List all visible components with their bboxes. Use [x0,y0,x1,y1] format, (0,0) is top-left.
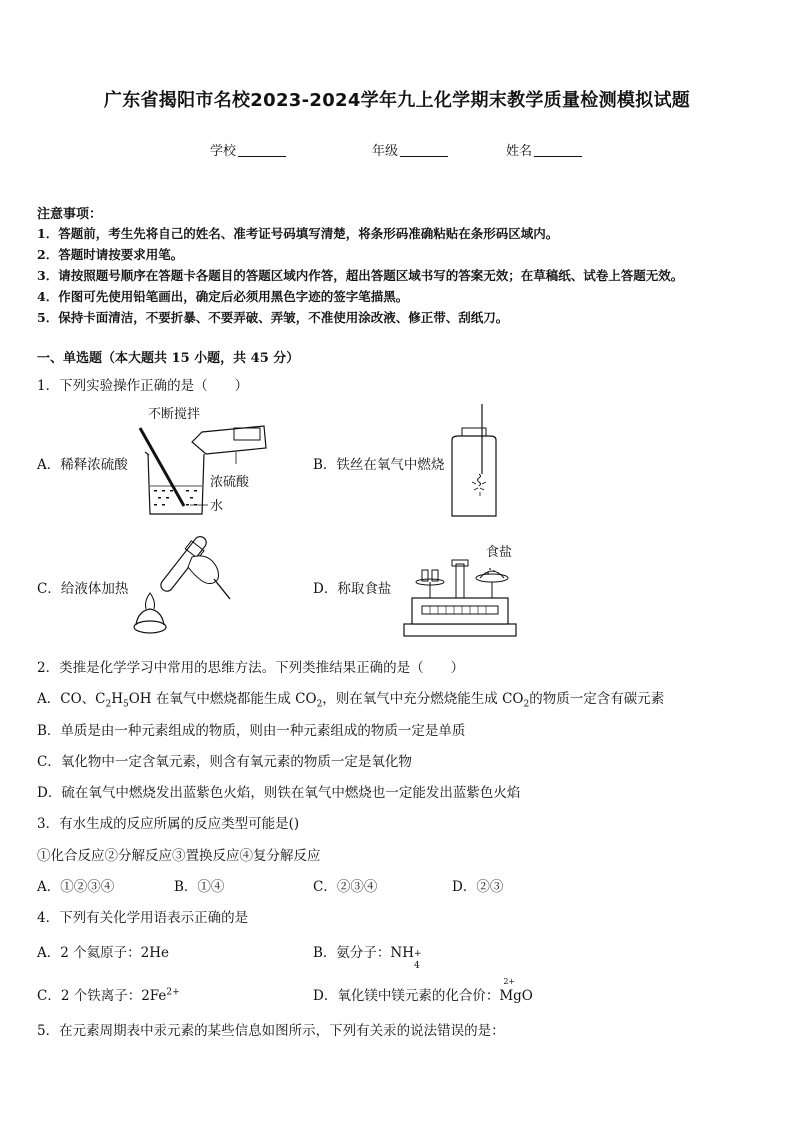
school-field[interactable] [210,140,286,159]
q4-option-b[interactable] [313,941,422,971]
q3-option-a[interactable]: A．①②③④ [37,879,115,895]
acid-label: 浓硫酸 [210,475,250,490]
q4-b-sup: + [414,949,422,959]
page-title: 广东省揭阳市名校2023-2024学年九上化学期末教学质量检测模拟试题 [103,90,691,111]
q4-b-text: B．氨分子：NH [313,945,415,961]
q1-option-b[interactable]: B．铁丝在氧气中燃烧 [313,457,445,473]
q4-d-text: D．氧化镁中镁元素的化合价： [313,988,500,1004]
school-label: 学校 [210,144,237,159]
dilution-figure [140,402,280,520]
notice-heading: 注意事项： [37,207,103,222]
q2-a-sub: 2 [105,699,112,710]
notice-item: 5．保持卡面清洁，不要折暴、不要弄破、弄皱，不准使用涂改液、修正带、刮纸刀。 [37,310,509,325]
q1-stem: 1．下列实验操作正确的是（ ） [37,378,249,394]
salt-label: 食盐 [486,545,513,560]
q2-a-sub: 2 [523,699,530,710]
q3-types: ①化合反应②分解反应③置换反应④复分解反应 [37,848,321,864]
notice-item: 1．答题前，考生先将自己的姓名、准考证号码填写清楚，将条形码准确粘贴在条形码区域内。 [37,226,559,241]
q2-option-b[interactable]: B．单质是由一种元素组成的物质，则由一种元素组成的物质一定是单质 [37,723,466,739]
water-label: 水 [210,499,224,514]
grade-label: 年级 [372,144,399,159]
q2-a-text: A．CO、C [37,691,106,707]
q5-stem: 5．在元素周期表中汞元素的某些信息如图所示，下列有关汞的说法错误的是： [37,1023,505,1039]
q3-option-d[interactable]: D．②③ [452,879,504,895]
section-heading: 一、单选题（本大题共 15 小题，共 45 分） [37,351,300,366]
name-field[interactable] [506,140,582,159]
q4-c-sup: 2+ [166,987,180,998]
q4-option-a[interactable]: A．2 个氦原子：2He [37,945,169,961]
q2-a-text: 的物质一定含有碳元素 [529,691,665,707]
q1-option-d[interactable]: D．称取食盐 [313,581,392,597]
q4-option-d[interactable] [313,977,533,1004]
q2-option-d[interactable]: D．硫在氧气中燃烧发出蓝紫色火焰，则铁在氧气中燃烧也一定能发出蓝紫色火焰 [37,785,521,801]
heating-figure [128,535,238,637]
q4-stem: 4．下列有关化学用语表示正确的是 [37,910,249,926]
name-blank[interactable] [534,144,582,157]
q2-a-text: H [111,691,123,707]
q2-option-a[interactable] [37,687,664,710]
iron-wire-figure [450,404,500,522]
q4-option-c[interactable] [37,984,180,1004]
notice-item: 3．请按照题号顺序在答题卡各题目的答题区域内作答，超出答题区域书写的答案无效；在草稿纸、试卷上答题无效。 [37,268,684,283]
stir-label: 不断搅拌 [148,407,201,422]
q4-c-text: C．2 个铁离子：2Fe [37,988,167,1004]
q4-d-valence: 2+ [503,977,516,986]
notice-item: 2．答题时请按要求用笔。 [37,247,184,262]
grade-blank[interactable] [400,144,448,157]
q3-option-b[interactable]: B．①④ [174,879,225,895]
q3-stem: 3．有水生成的反应所属的反应类型可能是() [37,816,300,832]
name-label: 姓名 [506,144,533,159]
q1-option-a[interactable]: A．稀释浓硫酸 [37,457,128,473]
school-blank[interactable] [238,144,286,157]
q4-b-sub: 4 [414,961,420,971]
q2-stem: 2．类推是化学学习中常用的思维方法。下列类推结果正确的是（ ） [37,660,465,676]
q2-option-c[interactable]: C．氧化物中一定含氧元素，则含有氧元素的物质一定是氧化物 [37,754,412,770]
q2-a-text: OH 在氧气中燃烧都能生成 CO [128,691,317,707]
q2-a-sub: 5 [123,699,129,710]
q2-a-sub: 2 [316,699,323,710]
q3-option-c[interactable]: C．②③④ [313,879,378,895]
q1-option-c[interactable]: C．给液体加热 [37,581,129,597]
balance-figure [400,540,520,640]
notice-item: 4．作图可先使用铅笔画出，确定后必须用黑色字迹的签字笔描黑。 [37,289,409,304]
q2-a-text: ，则在氧气中充分燃烧能生成 CO [322,691,524,707]
grade-field[interactable] [372,140,448,159]
q4-d-formula: MgO [499,988,533,1004]
